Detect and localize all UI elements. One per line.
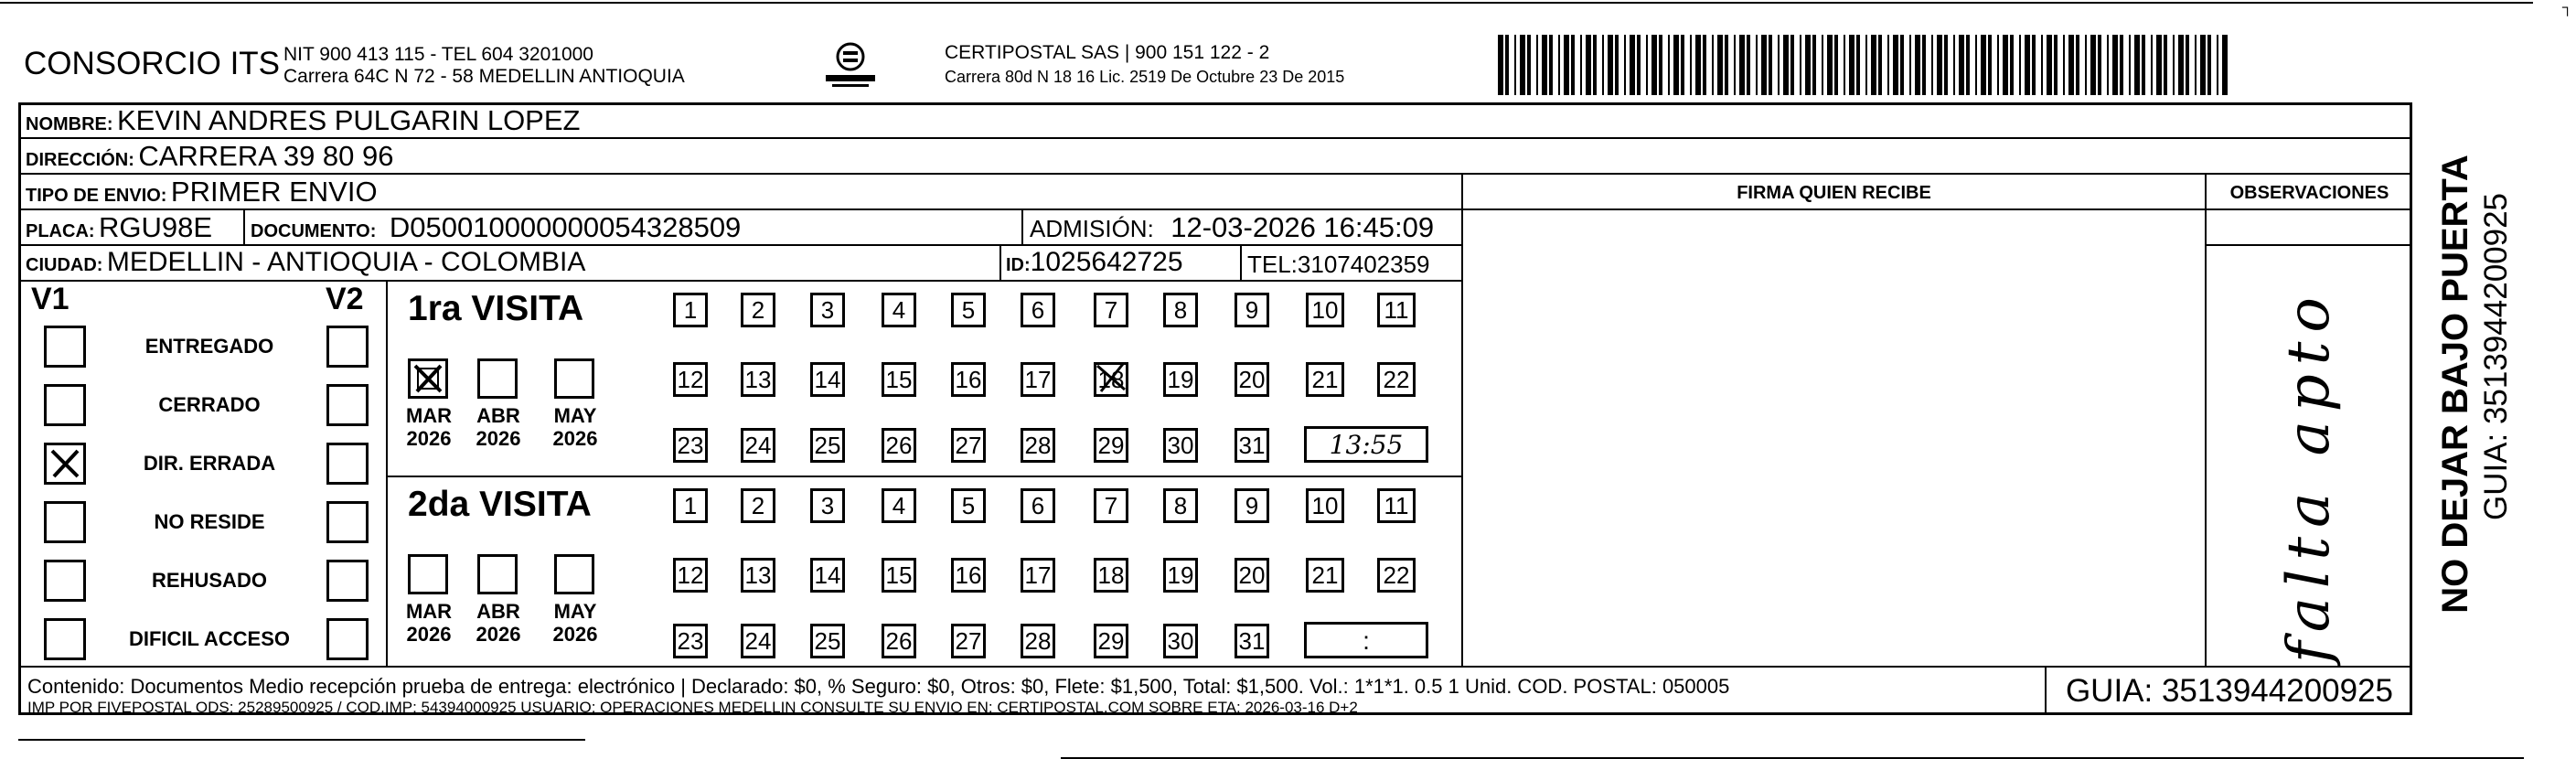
visit-day[interactable]: 18 (1094, 362, 1128, 397)
direccion-value: CARRERA 39 80 96 (138, 140, 394, 172)
row-rule (18, 208, 2412, 210)
visit-title: 2da VISITA (408, 485, 592, 524)
bottom-rule (18, 739, 585, 741)
admision-value: 12-03-2026 16:45:09 (1170, 211, 1435, 243)
barcode-bar (1959, 35, 1964, 95)
barcode-bar (1849, 35, 1855, 95)
visit-month-checkbox[interactable] (477, 554, 518, 594)
visit-day[interactable]: 25 (810, 624, 845, 658)
barcode-bar (1593, 35, 1597, 95)
visit-day[interactable]: 3 (810, 488, 845, 523)
visit-day[interactable]: 10 (1306, 488, 1344, 523)
nombre-row (26, 104, 580, 137)
visit-month-year: 2026 (552, 427, 598, 450)
visit-day[interactable]: 29 (1094, 428, 1128, 463)
visit-month-name: ABR (476, 600, 520, 623)
barcode-bar (1805, 35, 1811, 95)
tel-value: 3107402359 (1297, 251, 1430, 278)
nombre-value: KEVIN ANDRES PULGARIN LOPEZ (117, 104, 581, 136)
visit-month-label (402, 600, 455, 646)
v2-header: V2 (326, 282, 364, 316)
visit-day[interactable]: 23 (673, 428, 708, 463)
col-rule (2205, 173, 2207, 667)
barcode-bar (1887, 35, 1889, 95)
barcode-bar (2085, 35, 2087, 95)
barcode-bar (1602, 35, 1604, 95)
barcode-bar (1981, 35, 1986, 95)
status-v1-checkbox[interactable] (44, 384, 86, 426)
barcode-bar (1681, 35, 1684, 95)
observaciones-header: OBSERVACIONES (2229, 183, 2389, 203)
visit-day[interactable]: 31 (1235, 624, 1269, 658)
documento-cell (251, 211, 741, 244)
barcode-bar (2112, 35, 2118, 95)
barcode-bar (1690, 35, 1692, 95)
row-rule (18, 280, 1463, 282)
company-address: Carrera 64C N 72 - 58 MEDELLIN ANTIOQUIA (283, 66, 685, 87)
row-rule (18, 173, 2412, 175)
company-name: CONSORCIO ITS (24, 46, 281, 81)
barcode-bar (1915, 35, 1920, 95)
visit-day[interactable]: 24 (741, 624, 775, 658)
barcode-bar (1756, 35, 1758, 95)
barcode-bar (1783, 35, 1789, 95)
col-rule (1240, 244, 1242, 281)
visit-day[interactable]: 5 (951, 293, 986, 327)
tipo-envio-label: TIPO DE ENVIO: (26, 186, 167, 206)
barcode-bar (1564, 35, 1569, 95)
visit-month-name: MAR (405, 600, 453, 623)
visit-month-year: 2026 (406, 623, 452, 646)
status-v2-checkbox[interactable] (326, 443, 369, 485)
barcode-bar (1844, 35, 1845, 95)
visit-month-year: 2026 (406, 427, 452, 450)
barcode-bar (2003, 35, 2008, 95)
barcode-bar (1966, 35, 1970, 95)
visit-day[interactable]: 26 (882, 624, 916, 658)
visit-day[interactable]: 6 (1021, 488, 1055, 523)
barcode-bar (1520, 35, 1525, 95)
tel-cell (1247, 251, 1430, 279)
barcode-bar (2054, 35, 2058, 95)
barcode-bar (1878, 35, 1882, 95)
barcode-bar (2047, 35, 2052, 95)
visit-month-checkbox[interactable] (554, 554, 594, 594)
visit-month-checkbox[interactable] (477, 358, 518, 399)
visit-month-year: 2026 (476, 427, 521, 450)
visit-day[interactable]: 9 (1235, 488, 1269, 523)
barcode-bar (2120, 35, 2123, 95)
barcode-bar (2178, 35, 2184, 95)
barcode-bar (2207, 35, 2211, 95)
tipo-envio-row (26, 176, 378, 208)
courier-address: Carrera 80d N 18 16 Lic. 2519 De Octubre 23 De 2015 (945, 68, 1345, 86)
barcode-bar (1725, 35, 1728, 95)
barcode-bar (1695, 35, 1701, 95)
barcode-bar (2107, 35, 2109, 95)
visit-day[interactable]: 30 (1163, 624, 1198, 658)
tipo-envio-value: PRIMER ENVIO (170, 176, 378, 208)
visit-day[interactable]: 19 (1163, 558, 1198, 593)
barcode-bar (2041, 35, 2043, 95)
status-v1-checkbox[interactable] (44, 501, 86, 543)
barcode-bar (1712, 35, 1714, 95)
visit-day[interactable]: 15 (882, 362, 916, 397)
visit-day[interactable]: 22 (1377, 558, 1416, 593)
visit-day[interactable]: 7 (1094, 488, 1128, 523)
visit-day[interactable]: 28 (1021, 428, 1055, 463)
barcode-bar (1834, 35, 1838, 95)
visit-day[interactable]: 29 (1094, 624, 1128, 658)
status-v2-checkbox[interactable] (326, 384, 369, 426)
visit-time-field[interactable]: : (1304, 622, 1428, 658)
barcode-bar (1822, 35, 1823, 95)
barcode-bar (2195, 35, 2197, 95)
visit-day[interactable]: 11 (1377, 293, 1416, 327)
visit-day[interactable]: 3 (810, 293, 845, 327)
ciudad-value: MEDELLIN - ANTIOQUIA - COLOMBIA (106, 247, 586, 277)
status-v1-checkbox[interactable] (44, 618, 86, 660)
visit-day[interactable]: 25 (810, 428, 845, 463)
nombre-label: NOMBRE: (26, 114, 113, 134)
visit-day[interactable]: 21 (1306, 362, 1344, 397)
corner-mark: ┐ (2562, 0, 2573, 16)
documento-value: D050010000000054328509 (389, 211, 742, 243)
visit-day[interactable]: 1 (673, 488, 708, 523)
id-value: 1025642725 (1030, 247, 1183, 277)
status-v2-checkbox[interactable] (326, 618, 369, 660)
barcode-bar (1871, 35, 1876, 95)
admision-label: ADMISIÓN: (1030, 215, 1154, 242)
barcode-bar (1865, 35, 1867, 95)
observation-note: falta apto (2275, 288, 2343, 663)
status-v2-checkbox[interactable] (326, 326, 369, 368)
top-rule (0, 2, 2533, 4)
barcode-bar (1717, 35, 1723, 95)
visit-month-name: MAY (553, 404, 597, 427)
col-rule (386, 280, 388, 667)
barcode-bar (1527, 35, 1531, 95)
barcode-bar (1646, 35, 1648, 95)
barcode-bar (1549, 35, 1553, 95)
visit-day[interactable]: 13 (741, 362, 775, 397)
barcode-bar (2200, 35, 2206, 95)
barcode-bar (1944, 35, 1948, 95)
visit-day[interactable]: 18 (1094, 558, 1128, 593)
visit-day[interactable]: 1 (673, 293, 708, 327)
visit-day[interactable]: 17 (1021, 558, 1055, 593)
barcode-bar (1790, 35, 1794, 95)
barcode-bar (2164, 35, 2167, 95)
visit-day[interactable]: 20 (1235, 362, 1269, 397)
barcode-bar (1558, 35, 1560, 95)
barcode-bar (1953, 35, 1955, 95)
barcode-bar (2019, 35, 2021, 95)
barcode-bar (1827, 35, 1833, 95)
barcode-bar (1586, 35, 1591, 95)
visit-month-checkbox[interactable] (408, 358, 448, 399)
barcode-bar (2098, 35, 2101, 95)
barcode-bar (1900, 35, 1904, 95)
barcode-bar (1893, 35, 1898, 95)
barcode-bar (1637, 35, 1641, 95)
barcode-bar (1761, 35, 1767, 95)
barcode-bar (1536, 35, 1538, 95)
visit-day[interactable]: 8 (1163, 488, 1198, 523)
firma-header: FIRMA QUIEN RECIBE (1737, 183, 1931, 203)
footer-print-info: IMP POR FIVEPOSTAL ODS: 25289500925 / COD.IMP: 54394000925 USUARIO: OPERACIONES MEDELLIN CONSULTE SU ENVIO EN: CERTIPOSTAL.COM SOBRE ETA: 2026-03-16 D+2 (27, 699, 1358, 716)
placa-label: PLACA: (26, 221, 95, 241)
status-v1-checkbox[interactable] (44, 560, 86, 602)
barcode-bar (2151, 35, 2153, 95)
barcode-bar (2068, 35, 2074, 95)
visit-month-checkbox[interactable] (554, 358, 594, 399)
visit-month-label (472, 600, 525, 646)
side-warning: NO DEJAR BAJO PUERTA (2435, 155, 2475, 614)
barcode-bar (2217, 35, 2218, 95)
barcode-bar (1615, 35, 1619, 95)
status-label: ENTREGADO (144, 335, 274, 358)
barcode-bar (1997, 35, 1999, 95)
barcode (1498, 35, 2229, 95)
visit-day[interactable]: 28 (1021, 624, 1055, 658)
placa-cell (26, 211, 212, 244)
barcode-bar (2129, 35, 2131, 95)
status-label: REHUSADO (152, 569, 267, 592)
status-label: CERRADO (158, 393, 261, 416)
barcode-bar (1505, 35, 1509, 95)
ciudad-cell (26, 247, 585, 278)
visit-day[interactable]: 26 (882, 428, 916, 463)
v1-header: V1 (31, 282, 69, 316)
status-label: DIR. ERRADA (143, 452, 276, 475)
status-v1-checkbox[interactable] (44, 443, 86, 485)
barcode-bar (1988, 35, 1992, 95)
barcode-bar (2173, 35, 2175, 95)
visit-day[interactable]: 7 (1094, 293, 1128, 327)
barcode-bar (1769, 35, 1772, 95)
visit-month-label (549, 404, 602, 450)
status-label: NO RESIDE (154, 510, 265, 533)
visit-day[interactable]: 27 (951, 428, 986, 463)
courier-name: CERTIPOSTAL SAS | 900 151 122 - 2 (945, 42, 1270, 63)
visit-day[interactable]: 31 (1235, 428, 1269, 463)
id-label: ID: (1006, 255, 1031, 275)
barcode-bar (1514, 35, 1516, 95)
barcode-bar (2090, 35, 2096, 95)
visit-day[interactable]: 14 (810, 362, 845, 397)
visit-day[interactable]: 6 (1021, 293, 1055, 327)
tel-label: TEL: (1247, 251, 1298, 278)
placa-value: RGU98E (99, 211, 213, 243)
row-rule (18, 137, 2412, 139)
visit-day[interactable]: 11 (1377, 488, 1416, 523)
barcode-bar (2032, 35, 2036, 95)
barcode-bar (1937, 35, 1942, 95)
visit-day[interactable]: 24 (741, 428, 775, 463)
barcode-bar (2156, 35, 2162, 95)
footer-guia-box: GUIA: 3513944200925 (2065, 673, 2394, 709)
visit-month-year: 2026 (476, 623, 521, 646)
visit-month-label (549, 600, 602, 646)
visit-day[interactable]: 12 (673, 558, 708, 593)
row-rule (2207, 244, 2412, 246)
visit-day[interactable]: 4 (882, 293, 916, 327)
visit-separator (386, 476, 1463, 477)
company-nit: NIT 900 413 115 - TEL 604 3201000 (283, 44, 593, 65)
col-rule (1021, 208, 1023, 245)
barcode-bar (1800, 35, 1801, 95)
barcode-bar (1624, 35, 1626, 95)
barcode-bar (1747, 35, 1750, 95)
visit-day[interactable]: 5 (951, 488, 986, 523)
status-v1-checkbox[interactable] (44, 326, 86, 368)
visit-day[interactable]: 30 (1163, 428, 1198, 463)
barcode-bar (1812, 35, 1816, 95)
visit-day[interactable]: 23 (673, 624, 708, 658)
barcode-bar (2025, 35, 2030, 95)
visit-month-label (402, 404, 455, 450)
row-rule (18, 244, 1463, 246)
barcode-bar (1909, 35, 1911, 95)
barcode-bar (1703, 35, 1706, 95)
visit-month-label (472, 404, 525, 450)
visit-month-name: ABR (476, 404, 520, 427)
barcode-bar (1630, 35, 1635, 95)
documento-label: DOCUMENTO: (251, 221, 377, 241)
visit-day[interactable]: 15 (882, 558, 916, 593)
status-v2-checkbox[interactable] (326, 560, 369, 602)
visit-day[interactable]: 21 (1306, 558, 1344, 593)
barcode-bar (2063, 35, 2065, 95)
barcode-bar (2134, 35, 2140, 95)
barcode-bar (2076, 35, 2079, 95)
visit-day[interactable]: 19 (1163, 362, 1198, 397)
visit-day[interactable]: 20 (1235, 558, 1269, 593)
barcode-bar (1580, 35, 1582, 95)
visit-day[interactable]: 8 (1163, 293, 1198, 327)
barcode-bar (1651, 35, 1657, 95)
barcode-bar (1975, 35, 1977, 95)
barcode-bar (1608, 35, 1613, 95)
visit-month-name: MAR (405, 404, 453, 427)
visit-day[interactable]: 10 (1306, 293, 1344, 327)
visit-time-field[interactable]: 13:55 (1304, 426, 1428, 463)
visit-day[interactable]: 12 (673, 362, 708, 397)
status-label: DIFICIL ACCESO (128, 627, 290, 650)
barcode-bar (1931, 35, 1933, 95)
status-v2-checkbox[interactable] (326, 501, 369, 543)
barcode-bar (2010, 35, 2014, 95)
ciudad-label: CIUDAD: (26, 255, 103, 275)
visit-day[interactable]: 16 (951, 558, 986, 593)
barcode-bar (1673, 35, 1679, 95)
visit-day[interactable]: 14 (810, 558, 845, 593)
barcode-bar (2222, 35, 2228, 95)
visit-day[interactable]: 22 (1377, 362, 1416, 397)
visit-day[interactable]: 2 (741, 293, 775, 327)
barcode-bar (1856, 35, 1860, 95)
col-rule (999, 244, 1001, 281)
barcode-bar (1542, 35, 1547, 95)
visit-day[interactable]: 9 (1235, 293, 1269, 327)
visit-day[interactable]: 17 (1021, 362, 1055, 397)
visit-day[interactable]: 2 (741, 488, 775, 523)
visit-day[interactable]: 27 (951, 624, 986, 658)
col-rule (243, 208, 245, 245)
barcode-bar (1778, 35, 1780, 95)
day-mark-icon (1090, 357, 1132, 403)
direccion-label: DIRECCIÓN: (26, 150, 134, 170)
visit-month-checkbox[interactable] (408, 554, 448, 594)
id-cell (1006, 247, 1183, 278)
visit-day[interactable]: 16 (951, 362, 986, 397)
col-rule (1461, 173, 1463, 667)
barcode-bar (1571, 35, 1575, 95)
certipostal-logo (823, 40, 878, 91)
barcode-bar (1498, 35, 1503, 95)
direccion-row (26, 140, 394, 173)
barcode-bar (1668, 35, 1670, 95)
admision-cell (1030, 211, 1434, 244)
barcode-bar (1739, 35, 1745, 95)
barcode-bar (1659, 35, 1662, 95)
visit-day[interactable]: 13 (741, 558, 775, 593)
side-guia: GUIA: 3513944200925 (2478, 192, 2514, 521)
footer-content: Contenido: Documentos Medio recepción prueba de entrega: electrónico | Declarado: $0, % Seguro: $0, Otros: $0, Flete: $1,500, Total: $1,500. Vol.: 1*1*1. 0.5 1 Unid. COD. POSTAL: 050005 (27, 675, 1730, 698)
visit-month-name: MAY (553, 600, 597, 623)
barcode-bar (1922, 35, 1926, 95)
barcode-bar (1734, 35, 1736, 95)
visit-title: 1ra VISITA (408, 289, 584, 328)
visit-month-year: 2026 (552, 623, 598, 646)
barcode-bar (2186, 35, 2189, 95)
barcode-bar (2142, 35, 2145, 95)
visit-day[interactable]: 4 (882, 488, 916, 523)
